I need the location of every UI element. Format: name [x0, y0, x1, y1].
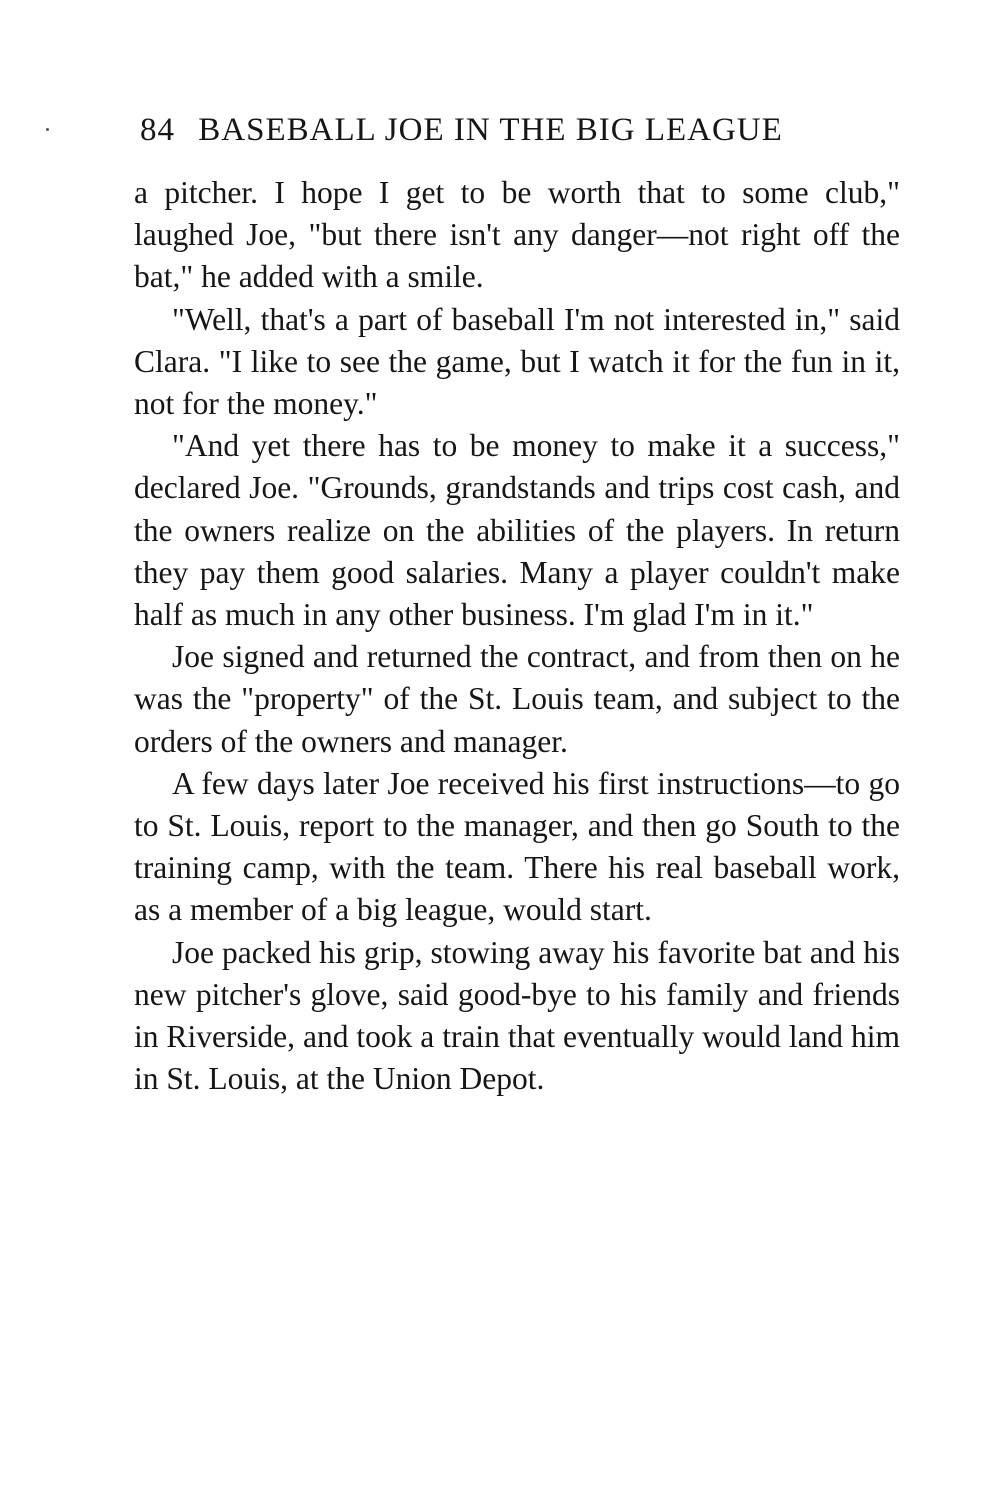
paragraph-3: "And yet there has to be money to make it a success," declared Joe. "Grounds, grandstands and trips cost cash, and the owners realize on the abilities of the players. In return they pay them good salaries. Many a player couldn't make half as much in any other business. I'm glad I'm in it."	[134, 428, 900, 633]
print-speck	[46, 128, 49, 131]
paragraph-1: a pitcher. I hope I get to be worth that to some club," laughed Joe, "but there isn't any danger—not right off the bat," he added with a smile.	[134, 175, 900, 295]
page-number: 84	[140, 112, 175, 148]
paragraph-2: "Well, that's a part of baseball I'm not interested in," said Clara. "I like to see the game, but I watch it for the fun in it, not for the money."	[134, 301, 900, 422]
paragraph-5: A few days later Joe received his first instructions—to go to St. Louis, report to the manager, and then go South to the training camp, with the team. There his real baseball work, as a member of a big league, would start.	[134, 765, 900, 928]
page-header	[140, 108, 900, 152]
body-text	[134, 172, 900, 1100]
running-title: BASEBALL JOE IN THE BIG LEAGUE	[198, 112, 783, 148]
paragraph-4: Joe signed and returned the contract, and from then on he was the "property" of the St. Louis team, and subject to the orders of the owners and manager.	[134, 639, 900, 759]
paragraph-6: Joe packed his grip, stowing away his favorite bat and his new pitcher's glove, said good-bye to his family and friends in Riverside, and took a train that eventually would land him in St. Louis, at the Union Depot.	[134, 934, 900, 1097]
